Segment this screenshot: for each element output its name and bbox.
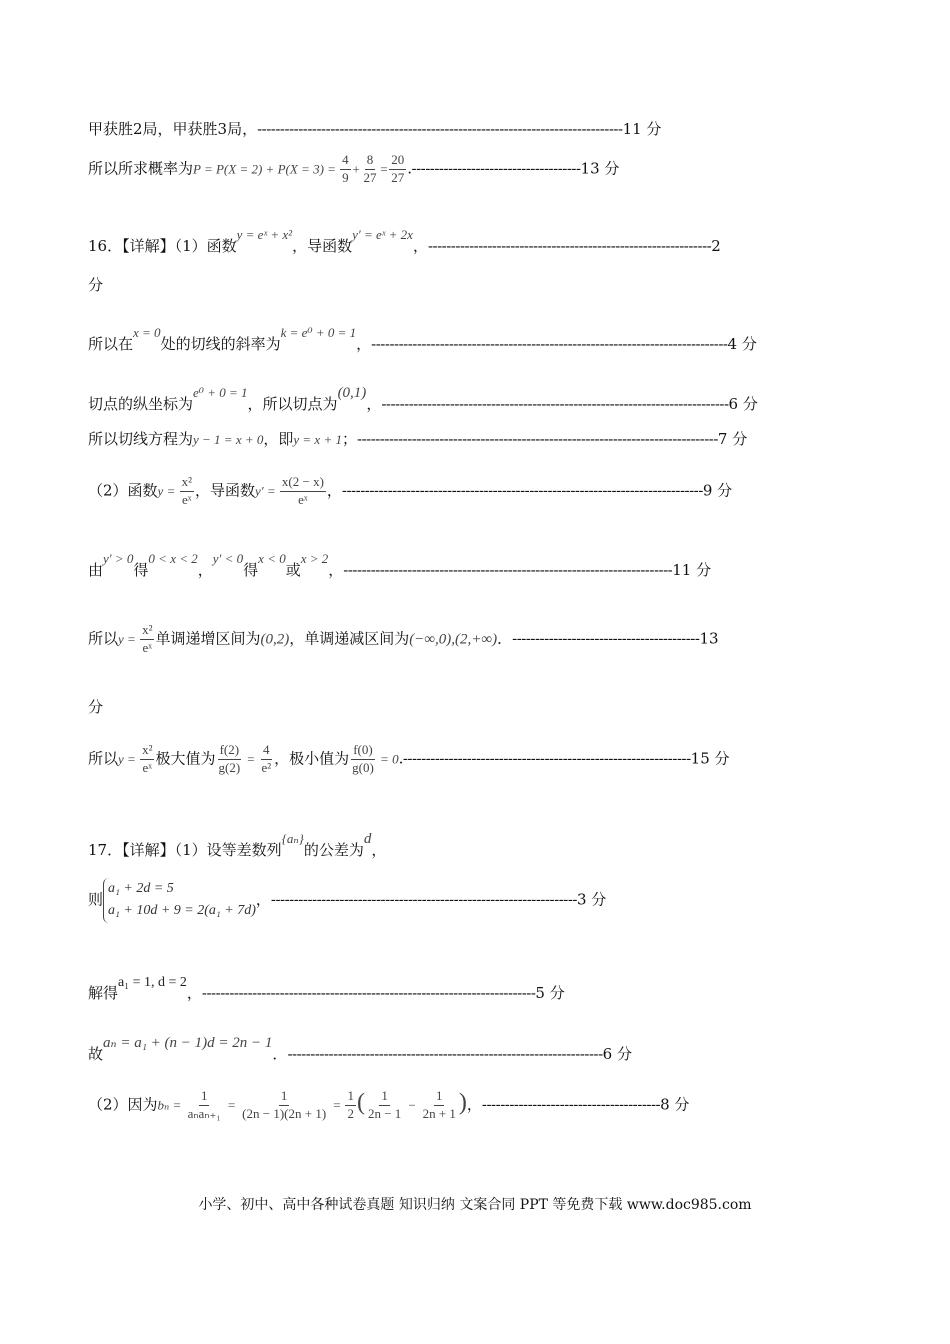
- math: y = eˣ + x²: [236, 227, 293, 242]
- score: 13 分: [580, 159, 620, 178]
- solution-line: [88, 278, 103, 293]
- text: 的公差为: [303, 841, 364, 859]
- denominator: eˣ: [298, 491, 308, 507]
- text: ，极小值为: [274, 749, 350, 768]
- text: ，: [466, 1095, 482, 1114]
- text: 得: [133, 561, 149, 579]
- question-heading: 16．【详解】（1）函数: [88, 237, 237, 255]
- denominator: eˣ: [142, 759, 153, 775]
- numerator: x²: [140, 622, 154, 640]
- denominator: e²: [261, 759, 272, 775]
- text: 所以所求概率为: [88, 159, 194, 178]
- numerator: 1: [199, 1088, 210, 1106]
- solution-line: [88, 122, 661, 137]
- text: ，即: [263, 430, 294, 448]
- solution-line: [88, 700, 103, 715]
- fraction: [140, 622, 154, 657]
- math: d: [363, 831, 372, 847]
- text: （2）函数: [88, 481, 158, 500]
- numerator: f(2): [218, 742, 242, 760]
- solution-line: [88, 976, 565, 1001]
- dash-leader: .---------------------------------------------------------------: [398, 749, 691, 768]
- math: ): [458, 1089, 467, 1116]
- math: bₙ =: [157, 1097, 185, 1113]
- numerator: 1: [345, 1088, 356, 1106]
- math: (0,1): [337, 385, 367, 401]
- math: =: [243, 751, 259, 767]
- equation: a₁ + 10d + 9 = 2(a₁ + 7d): [108, 903, 256, 919]
- text: 单调递增区间为: [155, 629, 261, 648]
- text: 或: [285, 561, 301, 579]
- fraction: [340, 152, 351, 187]
- text: 则: [88, 890, 104, 909]
- equation-system: [103, 878, 256, 923]
- math: (0,2): [260, 631, 290, 648]
- text: ，: [197, 561, 213, 579]
- text: ，导函数: [292, 237, 353, 255]
- dash-leader: ------------------------------------------------------------------------------: [371, 335, 728, 353]
- text: ．: [497, 629, 513, 648]
- numerator: 20: [389, 152, 406, 170]
- fraction: [361, 152, 378, 187]
- math: y = x + 1: [293, 432, 342, 447]
- score: 11 分: [622, 120, 662, 138]
- fraction: [389, 152, 406, 187]
- math: {aₙ}: [281, 831, 304, 846]
- text: ，单调递减区间为: [289, 629, 410, 648]
- solution-line: [88, 832, 386, 858]
- text: ，: [371, 841, 387, 859]
- denominator: eˣ: [182, 491, 192, 507]
- score: 15 分: [690, 749, 730, 768]
- score: 2: [711, 237, 721, 255]
- numerator: 4: [340, 152, 351, 170]
- solution-line: [88, 474, 732, 509]
- denominator: aₙaₙ₊₁: [187, 1105, 221, 1121]
- text: ，: [326, 481, 342, 500]
- fraction: [240, 1088, 328, 1123]
- math: (−∞,0),(2,+∞): [409, 631, 498, 648]
- denominator: 9: [342, 169, 349, 185]
- solution-line: [88, 742, 730, 777]
- fraction: [140, 742, 154, 777]
- fraction: [345, 1088, 356, 1123]
- numerator: x²: [140, 742, 154, 760]
- text: 故: [88, 1045, 104, 1063]
- math: (: [356, 1089, 365, 1116]
- math: y′ < 0: [212, 551, 244, 566]
- dash-leader: --------------------------------------------------------------------------------: [257, 120, 623, 138]
- denominator: g(0): [352, 759, 374, 775]
- dash-leader: -------------------------------------------------------------------------: [201, 984, 536, 1002]
- math: y =: [157, 483, 179, 499]
- fraction: [366, 1088, 403, 1123]
- text: 处的切线的斜率为: [160, 335, 281, 353]
- fraction: [421, 1088, 458, 1123]
- numerator: 8: [365, 152, 376, 170]
- solution-line: [88, 326, 757, 352]
- denominator: 27: [391, 169, 405, 185]
- denominator: (2n − 1)(2n + 1): [242, 1105, 327, 1121]
- math: k = e⁰ + 0 = 1: [280, 325, 357, 340]
- fraction: [259, 742, 273, 777]
- math: y′ = eˣ + 2x: [352, 227, 413, 242]
- math: aₙ = a₁ + (n − 1)d = 2n − 1: [103, 1035, 273, 1051]
- solution-line: [88, 228, 721, 254]
- math: y′ =: [255, 483, 279, 499]
- dash-leader: ------------------------------------------------------------------------: [343, 561, 673, 579]
- solution-line: [88, 622, 719, 657]
- text: ，: [356, 335, 372, 353]
- math: a₁ = 1, d = 2: [118, 975, 187, 990]
- math: P = P(X = 2) + P(X = 3) =: [193, 161, 340, 177]
- math: x < 0: [258, 551, 286, 566]
- text: 解得: [88, 984, 119, 1002]
- solution-line: [88, 552, 711, 578]
- numerator: 1: [434, 1088, 445, 1106]
- score: 5 分: [535, 984, 565, 1002]
- numerator: x²: [180, 474, 194, 492]
- text: ，: [366, 395, 382, 413]
- math: y =: [118, 631, 140, 647]
- equation: a₁ + 2d = 5: [108, 881, 174, 896]
- math: y − 1 = x + 0: [193, 432, 264, 447]
- fraction: [350, 742, 376, 777]
- text: ，: [186, 984, 202, 1002]
- denominator: 2n + 1: [422, 1105, 456, 1121]
- dash-leader: -------------------------------------------------------------------------------: [357, 430, 718, 448]
- text: ，: [328, 561, 344, 579]
- score: 4 分: [727, 335, 757, 353]
- math: =: [223, 1097, 240, 1113]
- page-footer: 小学、初中、高中各种试卷真题 知识归纳 文案合同 PPT 等免费下载 www.doc985.com: [198, 1197, 752, 1213]
- numerator: 4: [261, 742, 272, 760]
- math: 0 < x < 2: [148, 551, 198, 566]
- text: 所以切线方程为: [88, 430, 194, 448]
- solution-line: 所以所求概率为P = P(X = 2) + P(X = 3) = $\frac{4}{9}$ + $\frac{8}{27}$ = $\frac{20}{27}$ .-------------------------------------13 分: [88, 152, 620, 185]
- solution-line: [88, 432, 747, 447]
- score: 3 分: [576, 890, 607, 909]
- denominator: 27: [363, 169, 377, 185]
- denominator: 2: [347, 1105, 354, 1121]
- dash-leader: ----------------------------------------------------------------------------: [381, 395, 729, 413]
- score: 9 分: [702, 481, 733, 500]
- score: 8 分: [660, 1095, 690, 1114]
- fraction: [186, 1088, 223, 1123]
- text: 所以在: [88, 335, 134, 353]
- text: 分: [88, 276, 104, 294]
- score: 6 分: [728, 395, 758, 413]
- dash-leader: -----------------------------------------: [512, 629, 700, 648]
- dash-leader: --------------------------------------------------------------: [427, 237, 712, 255]
- numerator: 1: [279, 1088, 290, 1106]
- dash-leader: -------------------------------------------------------------------------------: [341, 481, 703, 500]
- text: ；: [341, 430, 357, 448]
- solution-line: [88, 386, 758, 412]
- text: 所以: [88, 629, 119, 648]
- denominator: g(2): [218, 759, 241, 775]
- math: x > 2: [300, 551, 329, 566]
- text: 所以: [88, 749, 119, 768]
- score: 11 分: [672, 561, 712, 579]
- numerator: x(2 − x): [280, 474, 326, 492]
- denominator: 2n − 1: [367, 1105, 402, 1121]
- text: （2）因为: [88, 1095, 158, 1114]
- solution-line: [88, 1088, 689, 1123]
- math: y′ > 0: [103, 551, 134, 566]
- solution-line: [88, 1036, 632, 1062]
- text: 分: [88, 698, 104, 716]
- score: 7 分: [717, 430, 748, 448]
- question-heading: 17．【详解】（1）设等差数列: [88, 841, 282, 859]
- denominator: eˣ: [142, 639, 153, 655]
- math: x = 0: [133, 325, 161, 340]
- text: ，所以切点为: [247, 395, 338, 413]
- numerator: f(0): [351, 742, 375, 760]
- math: −: [404, 1097, 420, 1113]
- text: 甲获胜2局，甲获胜3局，: [88, 120, 258, 138]
- text: ，: [412, 237, 428, 255]
- text: 由: [88, 561, 104, 579]
- text: 极大值为: [155, 749, 216, 768]
- math: e⁰ + 0 = 1: [193, 385, 248, 400]
- text: ，: [255, 890, 271, 909]
- dash-leader: ---------------------------------------------------------------------: [287, 1045, 603, 1063]
- solution-line: [88, 878, 606, 923]
- math: =: [329, 1097, 345, 1113]
- dash-leader: -------------------------------------------------------------------: [270, 890, 577, 909]
- fraction: [280, 474, 326, 509]
- fraction: [180, 474, 194, 509]
- fraction: [216, 742, 242, 777]
- text: ．: [272, 1045, 288, 1063]
- score: 13: [699, 629, 719, 648]
- score: 6 分: [602, 1045, 632, 1063]
- math: = 0: [376, 751, 399, 767]
- dash-leader: ---------------------------------------: [481, 1095, 661, 1114]
- text: ，导函数: [195, 481, 256, 500]
- text: 得: [243, 561, 259, 579]
- text: 切点的纵坐标为: [88, 395, 194, 413]
- dash-leader: .-------------------------------------: [407, 159, 581, 178]
- math: y =: [118, 751, 140, 767]
- numerator: 1: [379, 1088, 390, 1106]
